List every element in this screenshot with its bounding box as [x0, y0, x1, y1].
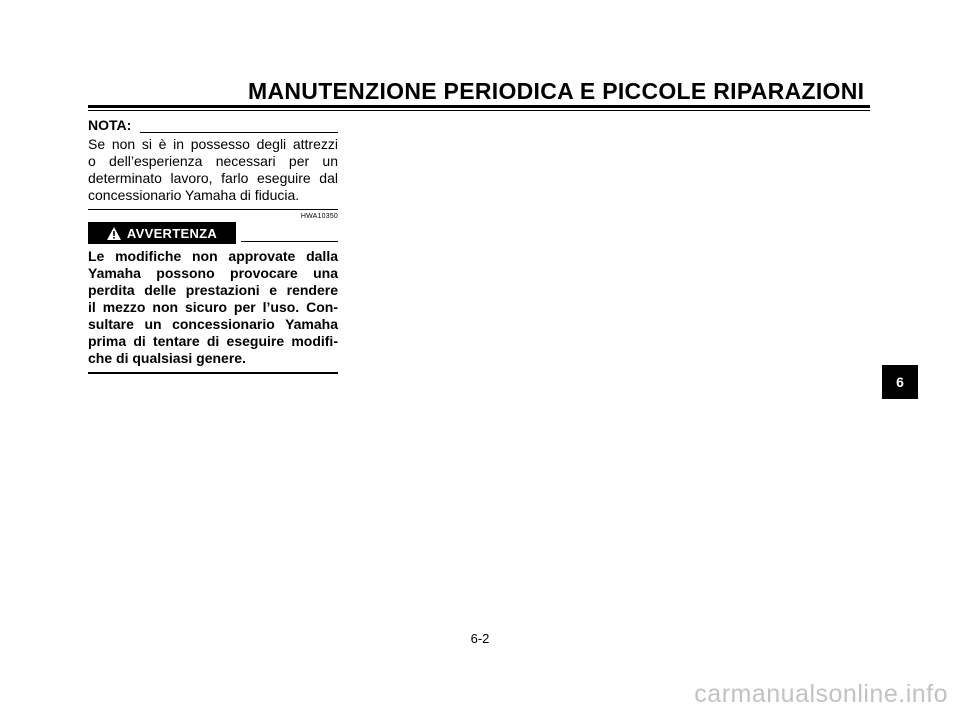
- warning-triangle-icon: [107, 227, 121, 240]
- note-line-1: Se non si è in possesso degli attrezzi: [88, 136, 338, 152]
- note-underline: [140, 132, 338, 133]
- warning-end-rule: [88, 372, 338, 374]
- header-rule-thin: [88, 110, 870, 111]
- chapter-tab: 6: [882, 365, 918, 399]
- warning-line-1: Le modifiche non approvate dalla: [88, 248, 338, 264]
- warning-line-4: il mezzo non sicuro per l’uso. Con-: [88, 299, 338, 315]
- note-label: NOTA:: [88, 117, 132, 133]
- watermark-text: carmanualsonline.info: [694, 680, 948, 708]
- warning-line-3: perdita delle prestazioni e rendere: [88, 282, 338, 298]
- warning-badge-label: AVVERTENZA: [126, 225, 218, 241]
- warning-line-6: prima di tentare di eseguire modifi-: [88, 333, 338, 349]
- warning-line-2: Yamaha possono provocare una: [88, 265, 338, 281]
- page-number: 6-2: [470, 631, 490, 646]
- note-text: [88, 136, 338, 204]
- warning-line-7: che di qualsiasi genere.: [88, 350, 246, 366]
- note-line-2: o dell’esperienza necessari per un: [88, 153, 338, 169]
- page-title: MANUTENZIONE PERIODICA E PICCOLE RIPARAZIONI: [248, 78, 865, 104]
- header-rule: [88, 105, 870, 108]
- note-line-3: determinato lavoro, farlo eseguire dal: [88, 170, 338, 186]
- note-end-rule: [88, 209, 338, 210]
- warning-underline: [241, 241, 338, 242]
- warning-badge: [88, 222, 236, 244]
- warning-line-5: sultare un concessionario Yamaha: [88, 316, 338, 332]
- warning-text: [88, 248, 338, 367]
- note-line-4: concessionario Yamaha di fiducia.: [88, 187, 300, 203]
- warning-code: HWA10350: [300, 213, 338, 220]
